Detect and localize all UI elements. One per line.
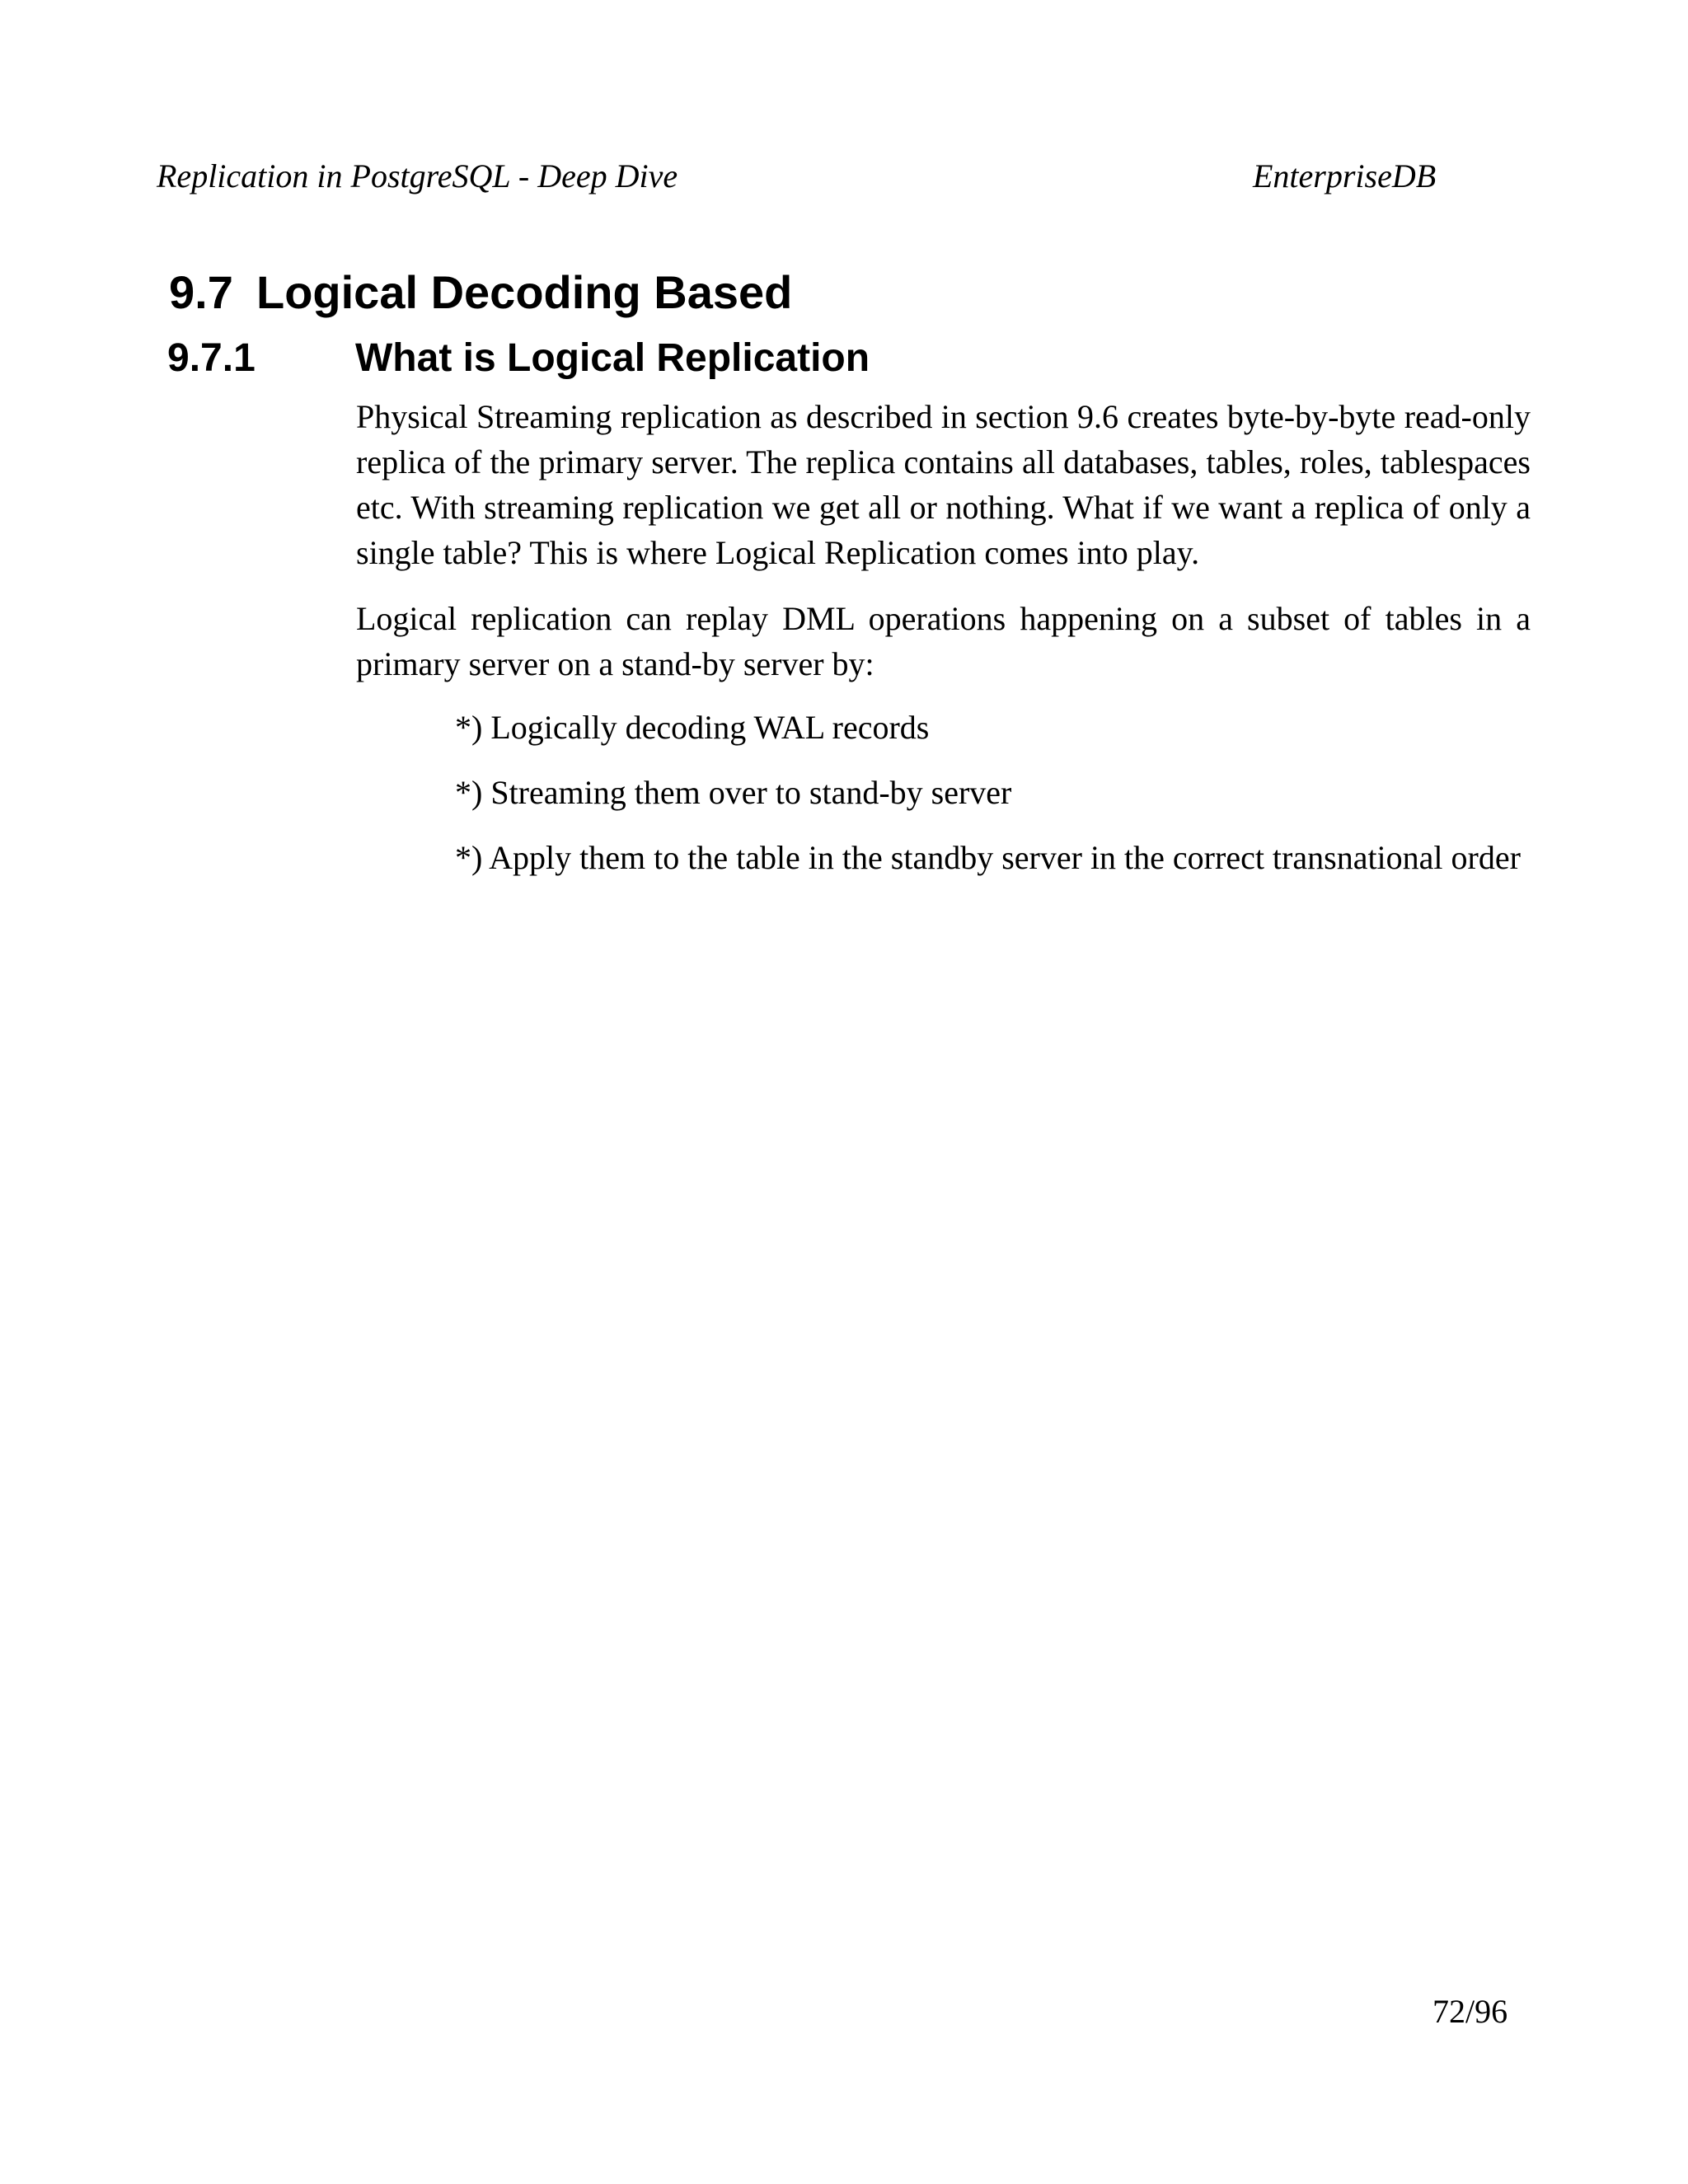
list-item: *) Streaming them over to stand-by server: [455, 774, 1012, 811]
paragraph-physical-streaming: Physical Streaming replication as described in section 9.6 creates byte-by-byte read-only replica of the primary server. The replica contains all databases, tables, roles, tablespaces etc. With streaming replication we get all or nothing. What if we want a replica of only a single table? This is where Logical Replication comes into play.: [356, 398, 1531, 571]
subsection-title: What is Logical Replication: [355, 336, 870, 380]
list-item: *) Logically decoding WAL records: [455, 709, 930, 746]
bullet-list: [455, 705, 1521, 900]
paragraph-logical-replication: Logical replication can replay DML operations happening on a subset of tables in a primary server on a stand-by server by:: [356, 600, 1531, 682]
page-number: 72/96: [1432, 1993, 1508, 2030]
list-item: *) Apply them to the table in the standby server in the correct transnational order: [455, 839, 1521, 876]
section-number: 9.7: [169, 266, 233, 318]
subsection-heading: [167, 334, 870, 383]
running-header-publisher: EnterpriseDB: [1253, 157, 1437, 194]
section-title: Logical Decoding Based: [256, 266, 793, 318]
running-header-title: Replication in PostgreSQL - Deep Dive: [157, 157, 678, 194]
subsection-number: 9.7.1: [167, 336, 256, 380]
section-heading: [169, 264, 792, 321]
